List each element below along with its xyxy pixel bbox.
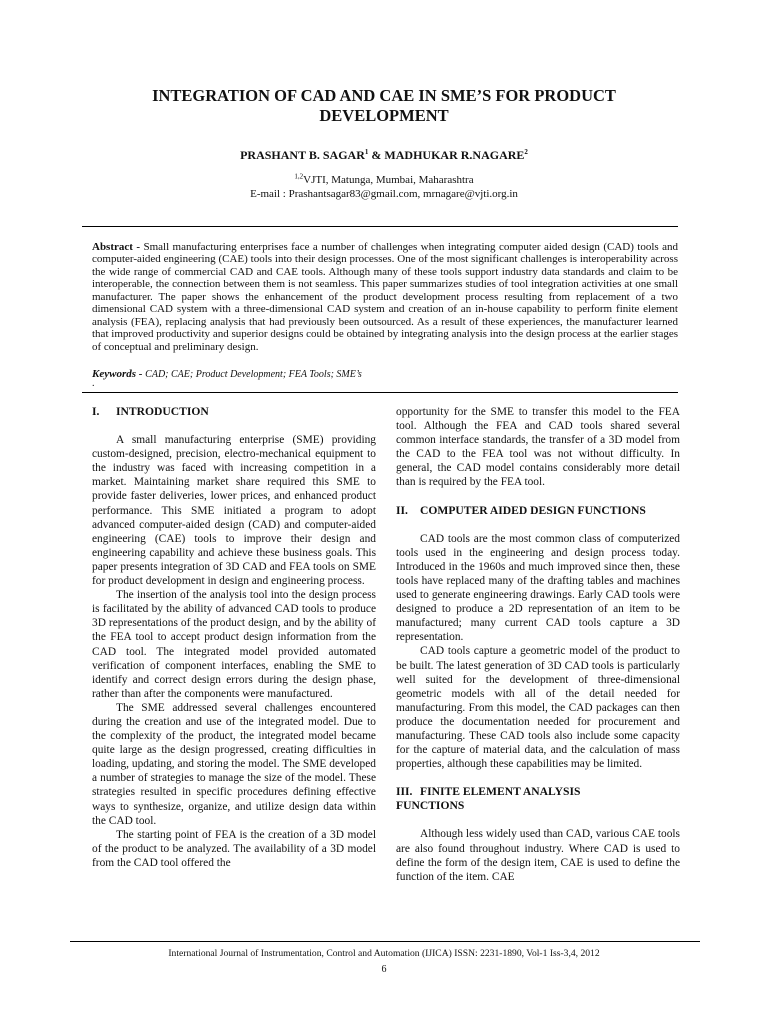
right-column: [396, 405, 680, 930]
section-3-title-line-1: FINITE ELEMENT ANALYSIS: [420, 785, 581, 799]
abstract: [92, 241, 678, 353]
intro-paragraph-1: A small manufacturing enterprise (SME) providing custom-designed, precision, electro-mechanical equipment to the industry was faced with increasing competition in a market. Maintaining market share required this SME to provide faster deliveries, lower prices, and enhanced product performance. This SME initiated a program to adopt advanced computer-aided design (CAD) and computer-aided engineering (CAE) tools to improve their design and engineering capability and achieve these business goals. This paper presents integration of 3D CAD and FEA tools on SME for product development in design and engineering process.: [92, 434, 376, 588]
intro-paragraph-4: The starting point of FEA is the creation of a 3D model of the product to be analyzed. The availability of a 3D model from the CAD tool offered the: [92, 828, 376, 869]
author-separator: &: [368, 148, 385, 162]
keywords-label: Keywords -: [92, 368, 143, 380]
title-line-2: DEVELOPMENT: [319, 106, 449, 125]
affiliation-institution: VJTI, Matunga, Mumbai, Maharashtra: [303, 174, 474, 186]
section-1-title: INTRODUCTION: [116, 405, 209, 418]
section-heading-cad-functions: [396, 504, 680, 518]
section-3-title-line-2: FUNCTIONS: [396, 799, 465, 813]
paper-title: [100, 86, 668, 126]
affiliation-sup: 1,2: [294, 172, 304, 181]
fea-paragraph-1: Although less widely used than CAD, various CAE tools are also found throughout industry. Where CAD is used to define the form of the design item, CAE is used to define the function of the item. CAE: [396, 828, 680, 883]
section-1-number: I.: [92, 405, 100, 418]
author-line: [100, 148, 668, 163]
journal-footer: International Journal of Instrumentation, Control and Automation (IJICA) ISSN: 2231-1890, Vol-1 Iss-3,4, 2012: [168, 948, 600, 959]
cad-paragraph-1: CAD tools are the most common class of computerized tools used in the engineering and design process today. Introduced in the 1960s and much improved since then, these tools have replaced many of the drafting tables and machines used to generate engineering drawings. Early CAD tools were designed to produce a 2D representation of an item to be manufactured; many current CAD tools capture a 3D representation.: [396, 532, 680, 644]
keywords-trailing-dot: .: [92, 378, 95, 389]
section-2-number: II.: [396, 503, 408, 517]
section-3-number: III.: [396, 785, 413, 799]
left-column: [92, 405, 376, 930]
affiliation: [100, 173, 668, 201]
title-line-1: INTEGRATION OF CAD AND CAE IN SME’S FOR PRODUCT: [152, 86, 616, 105]
abstract-label: Abstract -: [92, 241, 141, 253]
header-divider: [82, 226, 678, 227]
intro-paragraph-3: The SME addressed several challenges encountered during the creation and use of the integrated model. Due to the complexity of the product, the integrated model became quite large as the design progressed, creating difficulties in loading, updating, and storing the model. The SME developed a number of strategies to manage the size of the model. These strategies resulted in specific procedures defining effective ways to synthesize, organize, and utilize design data within the CAD tool.: [92, 701, 376, 827]
intro-paragraph-2: The insertion of the analysis tool into the design process is facilitated by the ability of advanced CAD tools to produce 3D representations of the product design, and by the ability of the FEA tool to accept product design information from the CAD tool. The integrated model provided automated verification of component interfaces, enabling the SME to identify and correct design errors during the design phase, rather than after the components were manufactured.: [92, 589, 376, 700]
section-heading-introduction: [92, 405, 376, 419]
keywords-text: CAD; CAE; Product Development; FEA Tools; SME’s: [145, 369, 362, 380]
page-number: 6: [381, 964, 387, 975]
section-heading-fea-functions: [396, 785, 680, 813]
author-2-sup: 2: [524, 148, 528, 156]
footer-divider: [70, 941, 700, 942]
abstract-divider: [82, 392, 678, 393]
author-1-sup: 1: [364, 148, 369, 156]
keywords: [92, 368, 678, 381]
author-1-name: PRASHANT B. SAGAR: [240, 148, 365, 162]
affiliation-line-1: [100, 173, 668, 187]
abstract-text: Small manufacturing enterprises face a number of challenges when integrating computer aided design (CAD) tools and computer-aided engineering (CAE) tools into their design processes. One of the most significant challenges is interoperability across the wide range of commercial CAD and CAE tools. Although many of these tools support industry data standards and claim to be interoperable, the connection between them is not seamless. This paper summarizes studies of tool integration activities at one small manufacturer. The paper shows the enhancement of the product development process resulting from replacement of a two dimensional CAD system with a three-dimensional CAD system and creation of an in-house capability to perform finite element analysis (FEA), replacing analysis that had previously been outsourced. As a result of these experiences, the manufacturer learned that improved productivity and superior designs could be obtained by integrating analysis into the design process at the earlier stages of conceptual and preliminary design.: [92, 241, 678, 353]
cad-paragraph-2: CAD tools capture a geometric model of the product to be built. The latest generation of 3D CAD tools is particularly well suited for the development of three-dimensional geometric models with all of the detail needed for manufacturing. From this model, the CAD packages can then produce the documentation needed for procurement and manufacturing. These CAD tools also include some capacity for the capture of material data, and the calculation of mass properties, although these capabilities may be limited.: [396, 645, 680, 771]
affiliation-email: E-mail : Prashantsagar83@gmail.com, mrnagare@vjti.org.in: [250, 188, 518, 200]
intro-paragraph-continued: opportunity for the SME to transfer this model to the FEA tool. Although the FEA and CAD tools shared several common interface standards, the transfer of a 3D model from the CAD to the FEA tool was not without difficulty. In general, the CAD model contains considerably more detail than is required by the FEA tool.: [396, 406, 680, 489]
author-2-name: MADHUKAR R.NAGARE: [384, 148, 525, 162]
section-2-title: COMPUTER AIDED DESIGN FUNCTIONS: [420, 503, 646, 517]
